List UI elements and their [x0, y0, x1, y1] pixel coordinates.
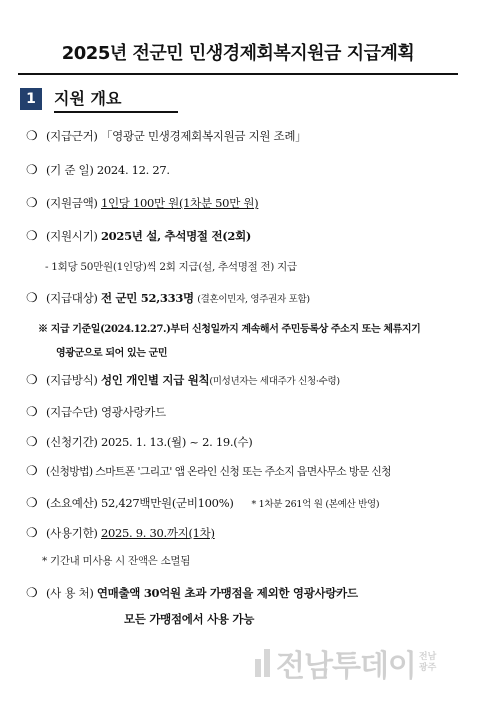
item-label: (지급근거): [46, 129, 98, 143]
item-value: 영광사랑카드: [100, 405, 166, 419]
item-note: (미성년자는 세대주가 신청·수령): [209, 376, 340, 387]
item-value: 연매출액 30억원 초과 가맹점을 제외한 영광사랑카드: [96, 586, 358, 600]
watermark-side: [419, 652, 436, 674]
bullet-icon: ❍: [26, 526, 38, 541]
bullet-icon: ❍: [26, 163, 38, 178]
item-label: (신청기간): [46, 435, 98, 449]
bullet-icon: ❍: [26, 129, 38, 144]
watermark-logo-icon: [255, 649, 270, 677]
bullet-icon: ❍: [26, 586, 38, 601]
item-value: 2025. 9. 30.까지(1차): [100, 526, 215, 540]
item-label: (사용기한): [46, 526, 98, 540]
item-value: 스마트폰 '그리고' 앱 온라인 신청 또는 주소지 읍면사무소 방문 신청: [95, 465, 392, 478]
item-label: (지급대상): [46, 291, 98, 305]
item-date: [26, 162, 170, 178]
publisher-watermark: [255, 641, 436, 685]
item-value: 1인당 100만 원(1차분 50만 원): [100, 196, 259, 210]
item-usage-detail: * 기간내 미사용 시 잔액은 소멸됨: [42, 555, 191, 567]
item-period: [26, 434, 252, 450]
item-label: (기 준 일): [46, 163, 94, 177]
item-label: (신청방법): [46, 465, 93, 478]
section-header: [20, 86, 178, 112]
watermark-side-1: 전남: [418, 652, 437, 662]
item-value: 52,427백만원(군비100%): [100, 496, 234, 510]
item-means: [26, 404, 166, 420]
item-label: (지원금액): [46, 196, 98, 210]
item-label: (지원시기): [46, 229, 98, 243]
item-timing: [26, 228, 251, 244]
title-box: [18, 31, 458, 75]
item-usage: [26, 525, 215, 541]
bullet-icon: ❍: [26, 291, 38, 306]
item-label: (지급수단): [46, 405, 98, 419]
item-place: [26, 585, 358, 601]
item-value: 전 군민 52,333명: [100, 291, 194, 305]
target-footnote-line2: 영광군으로 되어 있는 군민: [56, 348, 168, 359]
item-target: [26, 290, 310, 306]
target-footnote-line1: ※ 지급 기준일(2024.12.27.)부터 신청일까지 계속해서 주민등록상 주소지 또는 체류지기: [38, 324, 421, 335]
item-note: * 1차분 261억 원 (본예산 반영): [251, 499, 380, 510]
bullet-icon: ❍: [26, 435, 38, 450]
item-budget: [26, 495, 379, 511]
item-value: 성인 개인별 지급 원칙: [100, 373, 210, 387]
item-label: (소요예산): [46, 496, 98, 510]
watermark-text: 전남투데이: [276, 649, 416, 684]
item-amount: [26, 195, 258, 211]
page-title: 2025년 전군민 민생경제회복지원금 지급계획: [61, 43, 415, 64]
item-note: (결혼이민자, 영주권자 포함): [197, 294, 310, 305]
section-title: 지원 개요: [54, 86, 178, 113]
item-value: 「영광군 민생경제회복지원금 지원 조례」: [100, 129, 307, 143]
bullet-icon: ❍: [26, 464, 38, 479]
item-value: 2024. 12. 27.: [96, 163, 170, 177]
item-value: 2025. 1. 13.(월) ~ 2. 19.(수): [100, 435, 253, 449]
watermark-side-2: 광주: [418, 663, 437, 673]
bullet-icon: ❍: [26, 229, 38, 244]
item-basis: [26, 128, 306, 144]
item-place-line2: 모든 가맹점에서 사용 가능: [124, 612, 255, 626]
item-label: (사 용 처): [46, 586, 94, 600]
bullet-icon: ❍: [26, 405, 38, 420]
item-apply: [26, 464, 391, 479]
bullet-icon: ❍: [26, 496, 38, 511]
item-value: 2025년 설, 추석명절 전(2회): [100, 229, 252, 243]
item-timing-detail: - 1회당 50만원(1인당)씩 2회 지급(설, 추석명절 전) 지급: [45, 261, 297, 273]
bullet-icon: ❍: [26, 373, 38, 388]
item-method: [26, 372, 340, 388]
bullet-icon: ❍: [26, 196, 38, 211]
item-label: (지급방식): [46, 373, 98, 387]
section-number-badge: 1: [20, 88, 42, 110]
